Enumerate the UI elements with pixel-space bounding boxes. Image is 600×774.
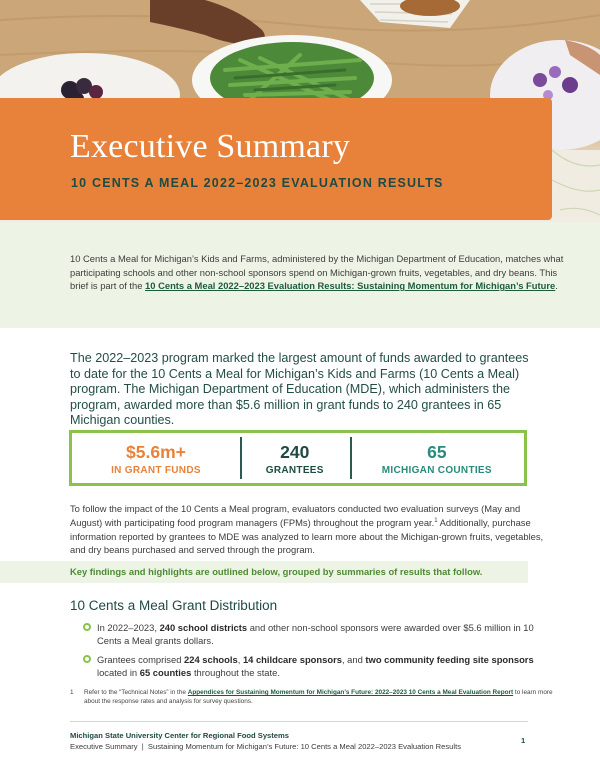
stat-label: MICHIGAN COUNTIES <box>381 465 492 476</box>
key-findings-text: Key findings and highlights are outlined below, grouped by summaries of results that follow. <box>70 566 483 577</box>
stat-grantees <box>240 433 350 483</box>
stat-grant-funds <box>72 433 240 483</box>
intro-end: . <box>555 280 558 292</box>
stat-label: IN GRANT FUNDS <box>111 465 201 476</box>
section-title: 10 Cents a Meal Grant Distribution <box>70 598 278 613</box>
stat-counties <box>350 433 524 483</box>
page-subtitle: 10 CENTS A MEAL 2022–2023 EVALUATION RESULTS <box>71 176 444 190</box>
intro-box <box>0 222 600 328</box>
bullet-strong: 65 counties <box>139 667 192 678</box>
bullet-text: Grantees comprised <box>97 654 185 665</box>
bullet-text: throughout the state. <box>191 667 280 678</box>
stat-label: GRANTEES <box>265 465 324 476</box>
footnote <box>70 688 560 706</box>
bullet-circle-icon <box>83 655 91 663</box>
follow-text-2: Additionally, purchase information reported by grantees to MDE was analyzed to learn more about the Michigan-grown fruits, vegetables, and dry beans purchased and served through the program. <box>70 517 544 555</box>
page-title: Executive Summary <box>70 128 351 165</box>
bullet-strong: 240 school districts <box>159 622 248 633</box>
footnote-text: Refer to the “Technical Notes” in the <box>84 689 188 696</box>
list-item <box>84 621 534 647</box>
bullet-text: and other non-school sponsors were awarded over $5.6 million in 10 Cents a Meal grants dollars. <box>97 622 534 646</box>
footer-line: Executive Summary | Sustaining Momentum for Michigan’s Future: 10 Cents a Meal 2022–2023 Evaluation Results <box>70 742 461 751</box>
stats-box <box>69 430 527 486</box>
bullet-circle-icon <box>83 623 91 631</box>
intro-paragraph <box>70 252 570 293</box>
stat-value: 65 <box>427 442 447 462</box>
bullet-strong: two community feeding site sponsors <box>365 654 534 665</box>
bullet-text: , and <box>341 654 366 665</box>
footnote-number: 1 <box>70 689 74 696</box>
brief-link[interactable]: 10 Cents a Meal 2022–2023 Evaluation Results: Sustaining Momentum for Michigan’s Future <box>145 280 556 292</box>
bullet-text: , <box>237 654 243 665</box>
intro-text: 10 Cents a Meal for Michigan’s Kids and Farms, administered by the Michigan Department of Education, matches what participating schools and other non-school sponsors spend on Michigan-grown fruits, vegetables, and dry beans. This brief is part of the <box>70 253 564 292</box>
stat-value: 240 <box>280 442 310 462</box>
footnote-body <box>70 688 560 706</box>
title-banner <box>0 98 552 220</box>
page-number: 1 <box>521 736 526 745</box>
bullet-text: located in <box>97 667 140 678</box>
footnote-ref[interactable]: 1 <box>434 518 438 525</box>
key-findings-band <box>0 561 528 583</box>
bullet-strong: 224 schools <box>184 654 238 665</box>
evaluation-paragraph <box>70 502 550 556</box>
footer-org: Michigan State University Center for Regional Food Systems <box>70 731 289 740</box>
appendices-link[interactable]: Appendices for Sustaining Momentum for Michigan’s Future: 2022–2023 10 Cents a Meal Evaluation Report <box>187 689 514 696</box>
lead-paragraph: The 2022–2023 program marked the largest amount of funds awarded to grantees to date for the 10 Cents a Meal for Michigan’s Kids and Farms (10 Cents a Meal) program. The Michigan Department of Education (MDE), which administers the program, awarded more than $5.6 million in grant funds to 240 grantees in 65 Michigan counties. <box>70 351 529 428</box>
stat-value: $5.6m+ <box>126 442 186 462</box>
bullet-strong: 14 childcare sponsors <box>242 654 342 665</box>
bullet-list <box>84 621 534 685</box>
list-item <box>84 653 534 679</box>
bullet-text: In 2022–2023, <box>97 622 160 633</box>
follow-text: To follow the impact of the 10 Cents a Meal program, evaluators conducted two evaluation surveys (May and August) with participating food program managers (FPMs) throughout the program year. <box>70 503 521 529</box>
footer-divider <box>70 721 528 722</box>
footnote-end: to learn more about the response rates and analysis for survey questions. <box>84 689 553 705</box>
